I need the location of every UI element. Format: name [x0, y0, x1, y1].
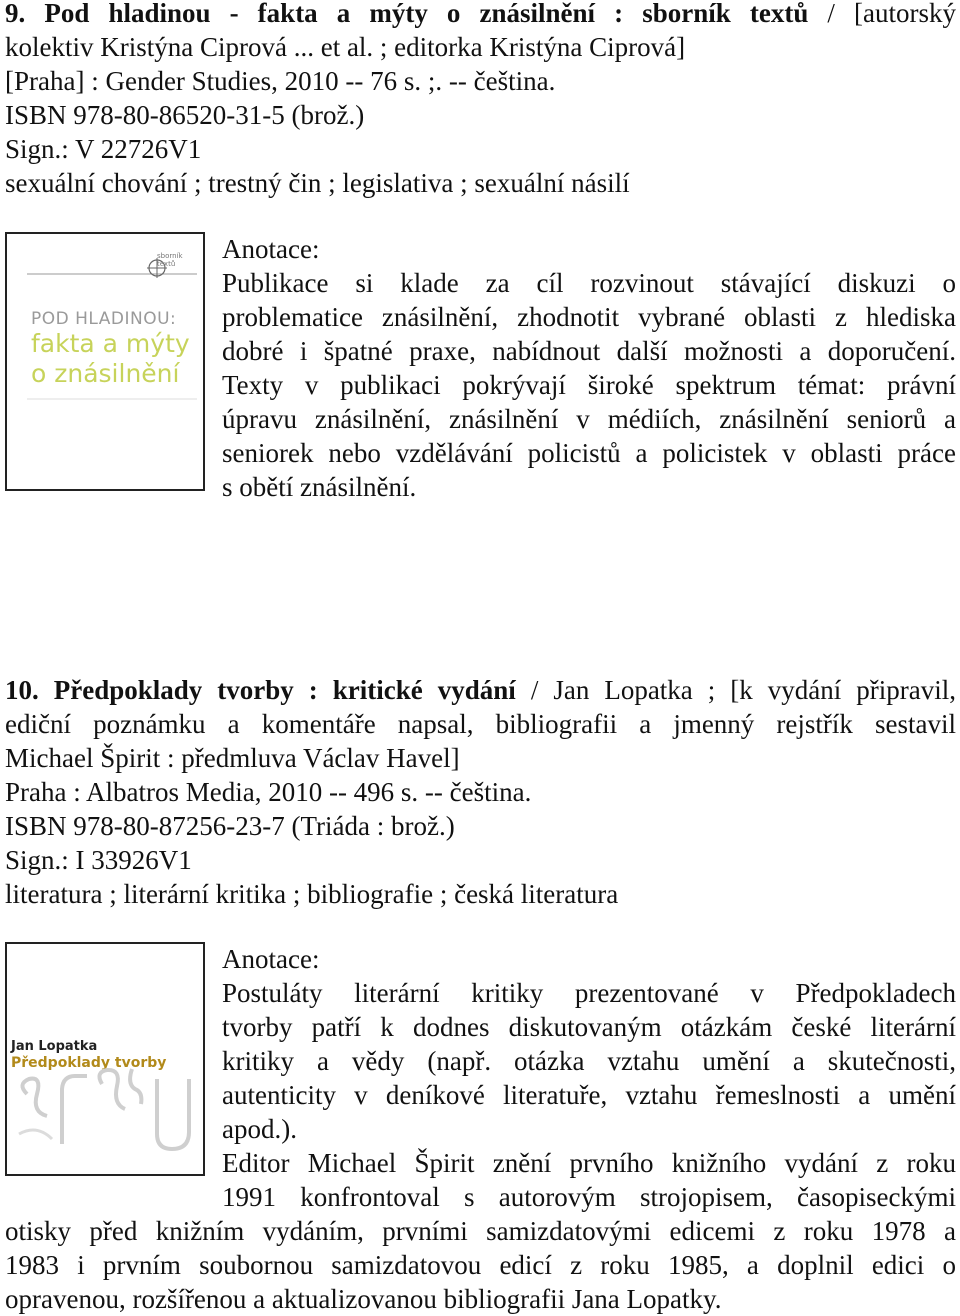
cover-series: sborník textů: [157, 252, 183, 268]
entry-keywords: literatura ; literární kritika ; bibliografie ; česká literatura: [5, 879, 619, 909]
entry-keywords: sexuální chování ; trestný čin ; legislativa ; sexuální násilí: [5, 168, 630, 198]
entry-number: 9.: [5, 0, 26, 28]
entry-isbn: ISBN 978-80-87256-23-7 (Triáda : brož.): [5, 811, 455, 841]
cover-title-line-1: fakta a mýty: [31, 329, 190, 358]
cover-title: Předpoklady tvorby: [11, 1055, 167, 1071]
entry-signature: Sign.: V 22726V1: [5, 134, 202, 164]
entry-signature: Sign.: I 33926V1: [5, 845, 192, 875]
annotation-line: 1983 i prvním soubornou samizdatovou edicí z roku 1985, a doplnil edici o: [5, 1250, 956, 1280]
entry-authors: kolektiv Kristýna Ciprová ... et al. ; editorka Kristýna Ciprová]: [5, 32, 686, 62]
entry-responsibility: / Jan Lopatka ; [k vydání připravil,: [515, 675, 957, 705]
annotation-line: tvorby patří k dodnes diskutovaným otázkám české literární: [222, 1012, 956, 1042]
annotation-line: úpravu znásilnění, znásilnění v médiích, znásilnění seniorů a: [222, 404, 956, 434]
annotation-line: Postuláty literární kritiky prezentované v Předpokladech: [222, 978, 956, 1008]
annotation-label: Anotace:: [222, 944, 320, 974]
annotation-line: Publikace si klade za cíl rozvinout stávající diskuzi o: [222, 268, 956, 298]
entry-authors: ediční poznámku a komentáře napsal, bibliografii a jmenný rejstřík sestavil: [5, 709, 956, 739]
annotation-line: otisky před knižním vydáním, prvními samizdatovými edicemi z roku 1978 a: [5, 1216, 956, 1246]
annotation-line: seniorek nebo vzdělávání policistů a policistek v oblasti práce: [222, 438, 956, 468]
annotation-line: s obětí znásilnění.: [222, 472, 417, 502]
entry-isbn: ISBN 978-80-86520-31-5 (brož.): [5, 100, 365, 130]
cover-graphic-icon: [7, 944, 203, 1174]
annotation-line: 1991 konfrontoval s autorovým strojopisem, časopiseckými: [222, 1182, 956, 1212]
annotation-line: apod.).: [222, 1114, 297, 1144]
cover-title-top: POD HLADINOU:: [31, 309, 177, 329]
annotation-line: opravenou, rozšířenou a aktualizovanou bibliografii Jana Lopatky.: [5, 1284, 722, 1314]
annotation-block: [222, 232, 956, 504]
entry-number: 10.: [5, 675, 39, 705]
catalog-entry-10: [5, 673, 956, 911]
annotation-line: dobré i špatné praxe, nabídnout další možnosti a doporučení.: [222, 336, 956, 366]
annotation-line: kritiky a vědy (např. otázka vztahu umění a skutečnosti,: [222, 1046, 956, 1076]
annotation-line: Texty v publikaci pokrývají široké spektrum témat: právní: [222, 370, 956, 400]
entry-publication: [Praha] : Gender Studies, 2010 -- 76 s. ;. -- čeština.: [5, 66, 556, 96]
cover-title-line-2: o znásilnění: [31, 359, 180, 388]
entry-responsibility: / [autorský: [808, 0, 957, 28]
entry-title-line: [5, 0, 956, 30]
cover-title: [31, 329, 190, 389]
book-cover-image: [5, 942, 205, 1176]
entry-publication: Praha : Albatros Media, 2010 -- 496 s. -- čeština.: [5, 777, 532, 807]
cover-author: Jan Lopatka: [11, 1039, 98, 1054]
catalog-entry-9: [5, 0, 956, 200]
annotation-continuation: [5, 1214, 956, 1316]
annotation-block: [222, 942, 956, 1214]
entry-title-line: [5, 673, 956, 707]
annotation-line: Editor Michael Špirit znění prvního knižního vydání z roku: [222, 1148, 956, 1178]
annotation-label: Anotace:: [222, 234, 320, 264]
annotation-line: autenticity v deníkové literatuře, vztahu řemeslnosti a umění: [222, 1080, 956, 1110]
book-cover-image: [5, 232, 205, 491]
entry-title: Předpoklady tvorby : kritické vydání: [53, 675, 516, 705]
entry-authors-cont: Michael Špirit : předmluva Václav Havel]: [5, 743, 460, 773]
entry-title: Pod hladinou - fakta a mýty o znásilnění : sborník textů: [44, 0, 809, 28]
annotation-line: problematice znásilnění, zhodnotit vybrané oblasti z hlediska: [222, 302, 956, 332]
